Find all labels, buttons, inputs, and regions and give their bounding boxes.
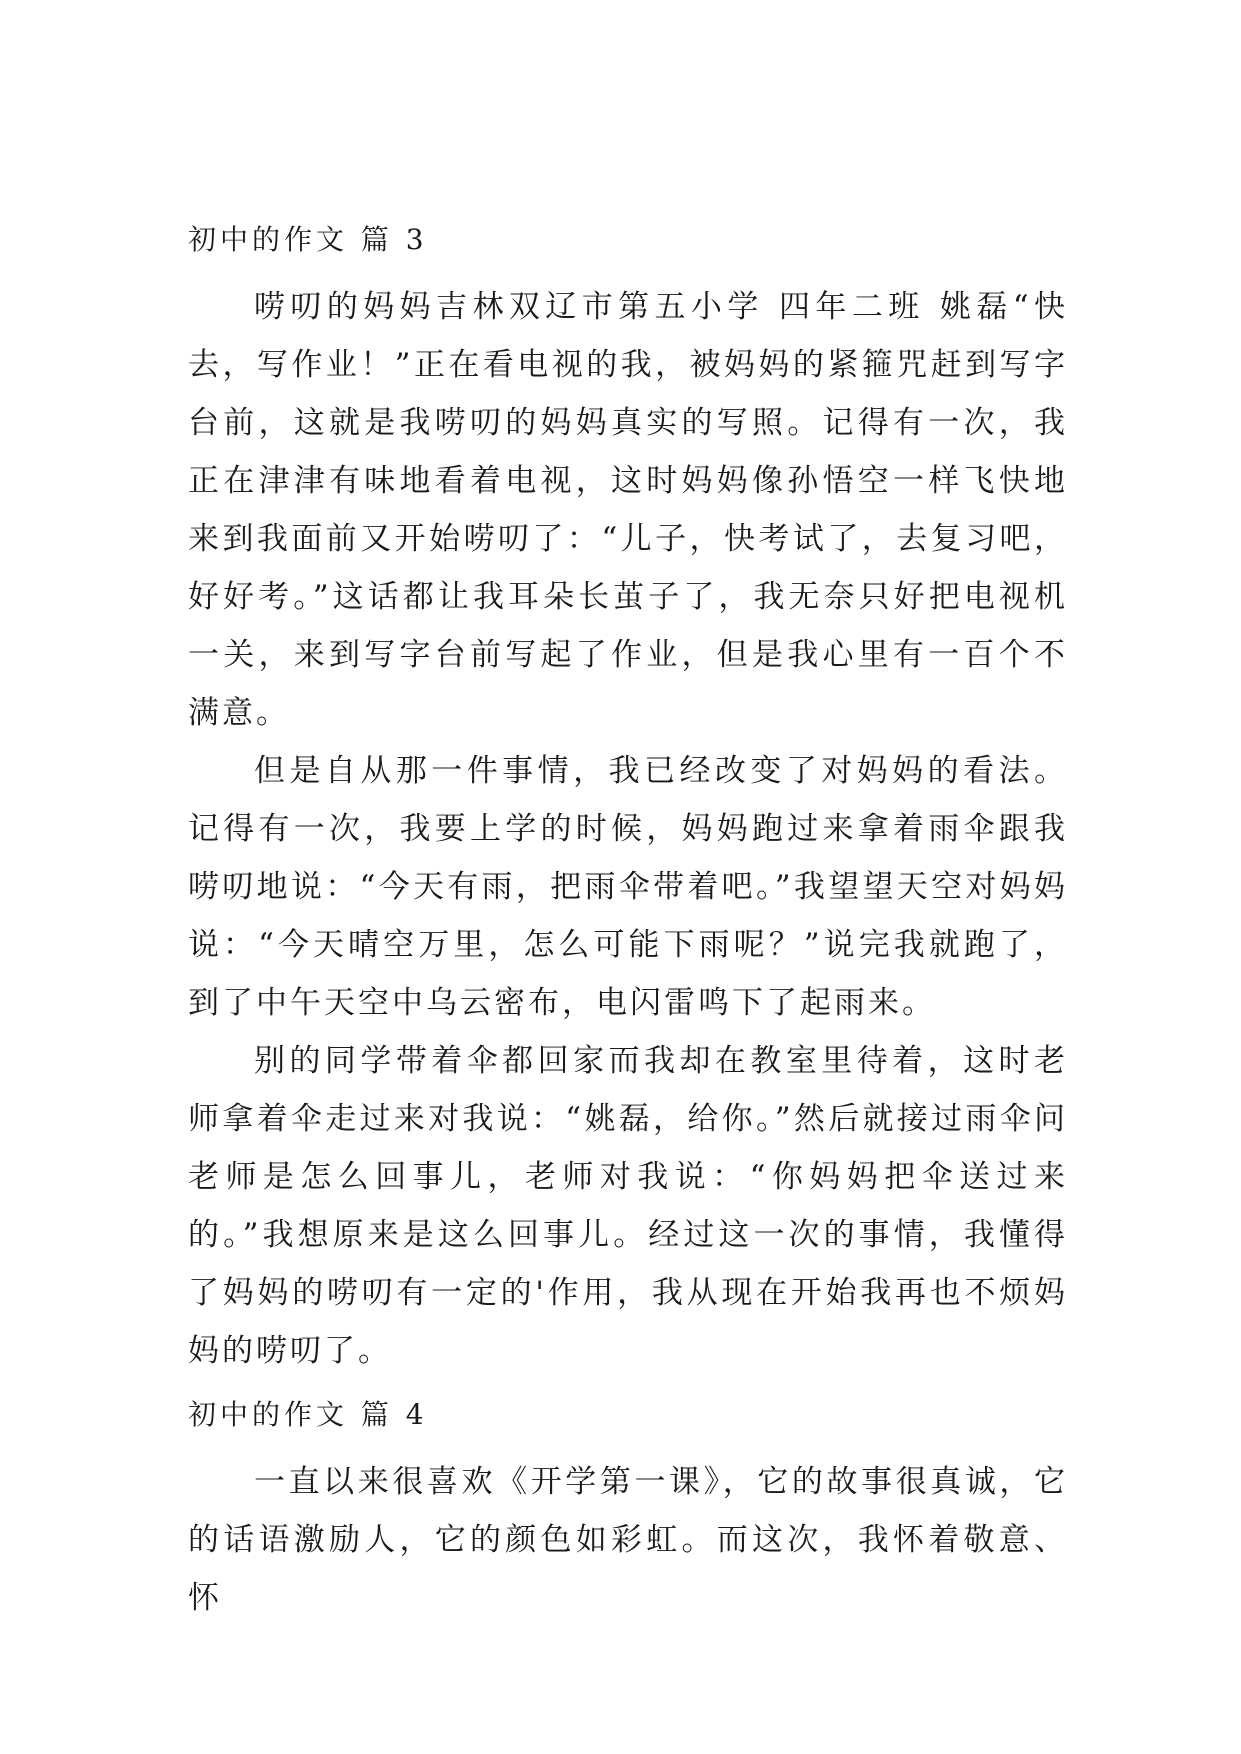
- paragraph: 一直以来很喜欢《开学第一课》，它的故事很真诚，它的话语激励人，它的颜色如彩虹。而这次，我怀着敬意、怀: [188, 1464, 1068, 1616]
- section-heading: 初中的作文 篇 3: [188, 223, 428, 256]
- paragraph: 但是自从那一件事情，我已经改变了对妈妈的看法。记得有一次，我要上学的时候，妈妈跑过来拿着雨伞跟我唠叨地说：“今天有雨，把雨伞带着吧。”我望望天空对妈妈说：“今天晴空万里，怎么可能下雨呢？”说完我就跑了，到了中午天空中乌云密布，电闪雷鸣下了起雨来。: [188, 753, 1068, 1021]
- essay-section-3: [188, 220, 1068, 1380]
- paragraph: 唠叨的妈妈吉林双辽市第五小学 四年二班 姚磊“快去，写作业！”正在看电视的我，被妈妈的紧箍咒赶到写字台前，这就是我唠叨的妈妈真实的写照。记得有一次，我正在津津有味地看着电视，这时妈妈像孙悟空一样飞快地来到我面前又开始唠叨了：“儿子，快考试了，去复习吧，好好考。”这话都让我耳朵长茧子了，我无奈只好把电视机一关，来到写字台前写起了作业，但是我心里有一百个不满意。: [188, 289, 1068, 731]
- paragraph: 别的同学带着伞都回家而我却在教室里待着，这时老师拿着伞走过来对我说：“姚磊，给你。”然后就接过雨伞问老师是怎么回事儿，老师对我说：“你妈妈把伞送过来的。”我想原来是这么回事儿。经过这一次的事情，我懂得了妈妈的唠叨有一定的'作用，我从现在开始我再也不烦妈妈的唠叨了。: [188, 1043, 1068, 1369]
- essay-section-4: [188, 1395, 1068, 1627]
- section-heading: 初中的作文 篇 4: [188, 1398, 428, 1431]
